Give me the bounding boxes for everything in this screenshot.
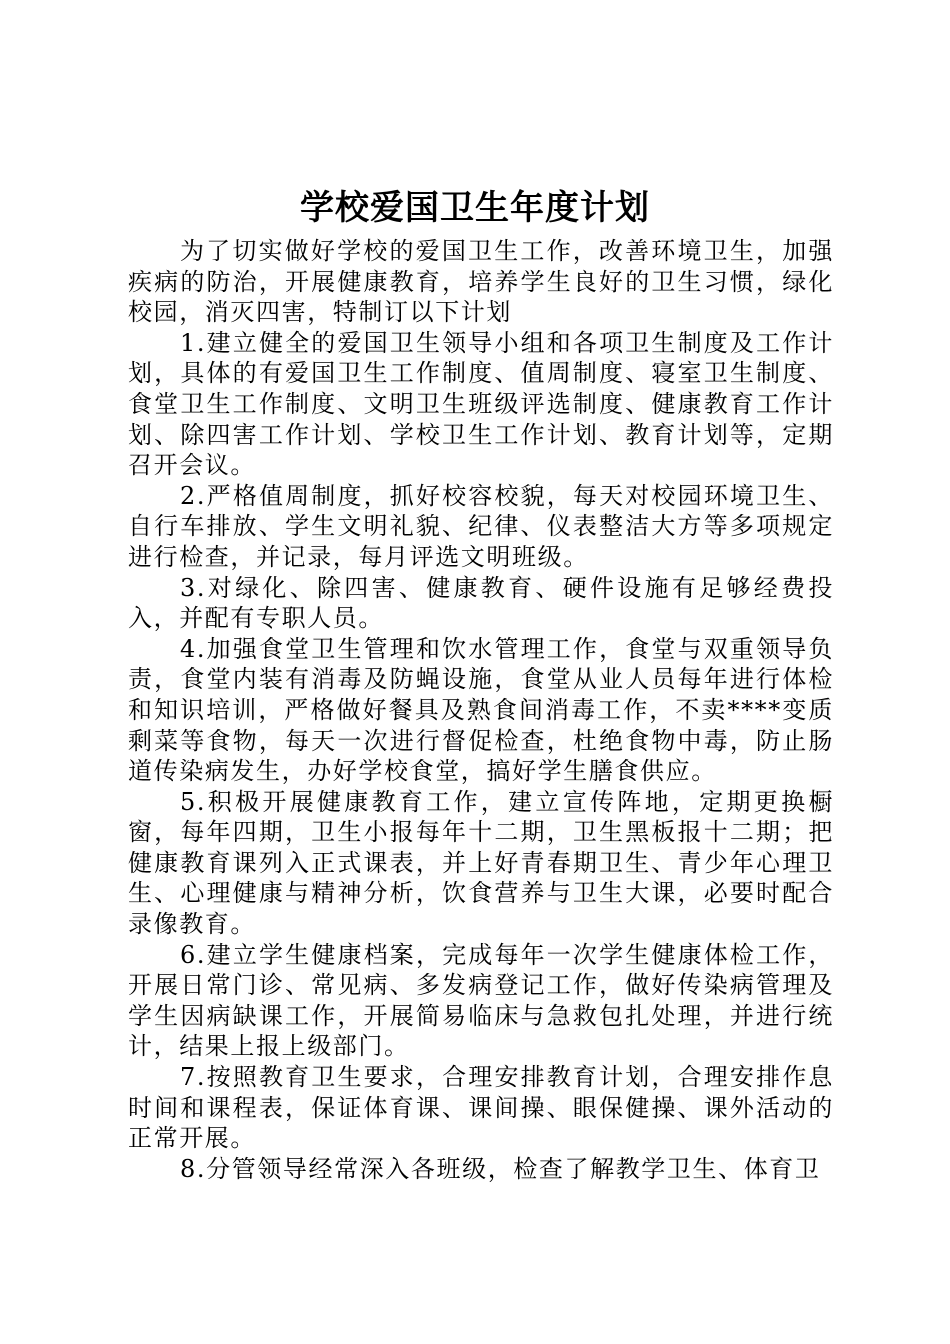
item-7-paragraph: 7.按照教育卫生要求，合理安排教育计划，合理安排作息时间和课程表，保证体育课、课间操、眼保健操、课外活动的正常开展。 [128, 1063, 834, 1153]
item-2-paragraph: 2.严格值周制度，抓好校容校貌，每天对校园环境卫生、自行车排放、学生文明礼貌、纪律、仪表整洁大方等多项规定进行检查，并记录，每月评选文明班级。 [128, 481, 834, 571]
item-4-paragraph: 4.加强食堂卫生管理和饮水管理工作，食堂与双重领导负责，食堂内装有消毒及防蝇设施，食堂从业人员每年进行体检和知识培训，严格做好餐具及熟食间消毒工作，不卖****变质剩菜等食物，每天一次进行督促检查，杜绝食物中毒，防止肠道传染病发生，办好学校食堂，搞好学生膳食供应。 [128, 634, 834, 786]
item-3-paragraph: 3.对绿化、除四害、健康教育、硬件设施有足够经费投入，并配有专职人员。 [128, 573, 834, 633]
document-title: 学校爱国卫生年度计划 [300, 188, 650, 228]
item-8-paragraph: 8.分管领导经常深入各班级，检查了解教学卫生、体育卫 [180, 1154, 821, 1183]
intro-paragraph: 为了切实做好学校的爱国卫生工作，改善环境卫生，加强疾病的防治，开展健康教育，培养学生良好的卫生习惯，绿化校园，消灭四害，特制订以下计划 [128, 237, 834, 327]
document-body [128, 236, 834, 1184]
item-5-paragraph: 5.积极开展健康教育工作，建立宣传阵地，定期更换橱窗，每年四期，卫生小报每年十二期，卫生黑板报十二期；把健康教育课列入正式课表，并上好青春期卫生、青少年心理卫生、心理健康与精神分析，饮食营养与卫生大课，必要时配合录像教育。 [128, 787, 834, 939]
item-6-paragraph: 6.建立学生健康档案，完成每年一次学生健康体检工作，开展日常门诊、常见病、多发病登记工作，做好传染病管理及学生因病缺课工作，开展简易临床与急救包扎处理，并进行统计，结果上报上级部门。 [128, 940, 834, 1061]
item-1-paragraph: 1.建立健全的爱国卫生领导小组和各项卫生制度及工作计划，具体的有爱国卫生工作制度、值周制度、寝室卫生制度、食堂卫生工作制度、文明卫生班级评选制度、健康教育工作计划、除四害工作计划、学校卫生工作计划、教育计划等，定期召开会议。 [128, 328, 834, 480]
